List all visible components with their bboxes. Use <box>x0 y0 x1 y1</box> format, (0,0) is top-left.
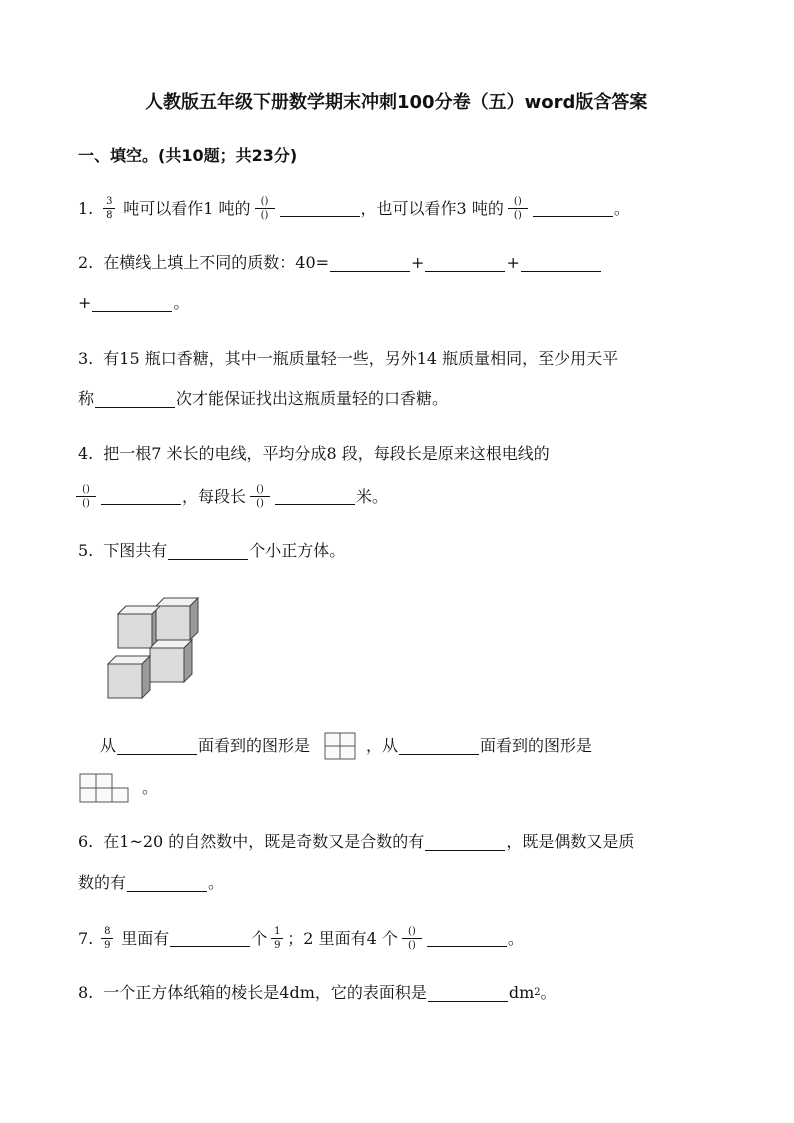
q2-answer-blank-1[interactable] <box>330 255 410 272</box>
q1-blank-fraction-1-denominator: () <box>260 210 269 221</box>
q4-blank-fraction-1-denominator: () <box>82 498 90 509</box>
q7-text-3: ；2 里面有4 个 <box>287 928 398 948</box>
q7-fraction-1 <box>101 926 113 951</box>
section-heading: 一、填空。(共10题；共23分) <box>78 146 298 165</box>
q7-blank-fraction[interactable] <box>402 926 422 951</box>
question-5-views <box>100 732 592 760</box>
question-2-cont <box>78 292 189 314</box>
question-3-cont <box>78 388 448 410</box>
view-l-shape-grid <box>78 772 130 804</box>
question-4 <box>78 443 550 465</box>
q4-blank-fraction-2-denominator: () <box>256 498 264 509</box>
q3-answer-blank[interactable] <box>95 391 175 408</box>
q5-text-1: 下图共有 <box>103 541 168 560</box>
q3-number: 3. <box>78 349 94 368</box>
q1-text-2: ，也可以看作3 吨的 <box>360 198 504 218</box>
q1-text-3: 。 <box>613 198 630 218</box>
q5-answer-blank-2[interactable] <box>117 738 197 755</box>
q4-blank-fraction-2[interactable] <box>250 484 270 509</box>
question-5-views-cont <box>78 772 158 804</box>
q3-text-3: 次才能保证找出这瓶质量轻的口香糖。 <box>176 389 449 408</box>
q1-fraction-denominator: 8 <box>106 210 113 221</box>
q2-plus-1: + <box>411 253 425 272</box>
q1-answer-blank-1[interactable] <box>280 200 360 217</box>
q4-number: 4. <box>78 444 94 463</box>
q4-blank-fraction-1-numerator: () <box>82 484 90 495</box>
q2-end: 。 <box>173 293 190 312</box>
q7-fraction-2-numerator: 1 <box>274 926 281 937</box>
page-title: 人教版五年级下册数学期末冲刺100分卷（五）word版含答案 <box>145 92 648 113</box>
q8-number: 8. <box>78 983 94 1002</box>
q6-text-1: 在1~20 的自然数中，既是奇数又是合数的有 <box>103 832 425 851</box>
q1-blank-fraction-2[interactable] <box>508 196 528 221</box>
q5-from-1: 从 <box>100 736 117 755</box>
q6-answer-blank-1[interactable] <box>425 834 505 851</box>
q7-blank-fraction-denominator: () <box>407 940 416 951</box>
q4-blank-fraction-1[interactable] <box>76 484 96 509</box>
question-6 <box>78 831 634 853</box>
q5-answer-blank-3[interactable] <box>399 738 479 755</box>
q2-text: 在横线上填上不同的质数：40= <box>103 253 330 272</box>
q4-answer-blank-2[interactable] <box>275 488 355 505</box>
q4-answer-blank-1[interactable] <box>101 488 181 505</box>
q8-answer-blank[interactable] <box>428 985 508 1002</box>
question-8 <box>78 982 557 1004</box>
q5-see-1: 面看到的图形是 <box>198 736 311 755</box>
cube-figure <box>100 592 220 704</box>
q7-fraction-1-denominator: 9 <box>104 940 111 951</box>
q2-plus-3: + <box>78 293 92 312</box>
q7-fraction-2-denominator: 9 <box>274 940 281 951</box>
q5-text-2: 个小正方体。 <box>249 541 346 560</box>
q2-number: 2. <box>78 253 94 272</box>
question-2 <box>78 252 602 274</box>
q6-text-2: ，既是偶数又是质 <box>506 832 635 851</box>
q5-number: 5. <box>78 541 94 560</box>
q1-text-1: 吨可以看作1 吨的 <box>123 198 251 218</box>
q2-plus-2: + <box>506 253 520 272</box>
q1-blank-fraction-2-denominator: () <box>513 210 522 221</box>
question-6-cont <box>78 872 224 894</box>
view-2x2-grid <box>324 732 356 760</box>
q2-answer-blank-4[interactable] <box>92 295 172 312</box>
q7-answer-blank-1[interactable] <box>170 930 250 947</box>
q1-blank-fraction-1[interactable] <box>255 196 275 221</box>
question-3 <box>78 348 618 370</box>
q2-answer-blank-2[interactable] <box>425 255 505 272</box>
q7-fraction-2 <box>271 926 283 951</box>
q1-answer-blank-2[interactable] <box>533 200 613 217</box>
q6-text-3: 数的有 <box>78 873 127 892</box>
q5-see-2: 面看到的图形是 <box>480 736 593 755</box>
q6-number: 6. <box>78 832 94 851</box>
q7-fraction-1-numerator: 8 <box>104 926 111 937</box>
q8-unit-exponent: 2 <box>534 987 541 998</box>
q7-answer-blank-2[interactable] <box>427 930 507 947</box>
question-4-cont <box>72 484 388 509</box>
q4-text-2: ，每段长 <box>182 486 247 506</box>
q6-text-4: 。 <box>208 873 225 892</box>
q7-number: 7. <box>78 928 94 948</box>
q6-answer-blank-2[interactable] <box>127 875 207 892</box>
q3-text-1: 有15 瓶口香糖，其中一瓶质量轻一些，另外14 瓶质量相同，至少用天平 <box>103 349 619 368</box>
question-1 <box>78 196 630 221</box>
q3-text-2: 称 <box>78 389 95 408</box>
q4-text-1: 把一根7 米长的电线，平均分成8 段，每段长是原来这根电线的 <box>103 444 550 463</box>
q1-number: 1. <box>78 198 94 218</box>
q5-comma-from: ，从 <box>366 736 399 755</box>
q7-text-2: 个 <box>251 928 268 948</box>
q7-blank-fraction-numerator: () <box>407 926 416 937</box>
q7-text-4: 。 <box>507 928 524 948</box>
q1-blank-fraction-2-numerator: () <box>513 196 522 207</box>
question-5 <box>78 540 345 562</box>
q8-text: 一个正方体纸箱的棱长是4dm，它的表面积是 <box>103 983 427 1002</box>
question-7 <box>78 926 524 951</box>
q4-blank-fraction-2-numerator: () <box>256 484 264 495</box>
q5-end: 。 <box>142 778 159 797</box>
q1-fraction <box>103 196 115 221</box>
q8-unit: dm <box>508 983 535 1002</box>
q8-end: 。 <box>540 983 557 1002</box>
q7-text-1: 里面有 <box>121 928 170 948</box>
q2-answer-blank-3[interactable] <box>521 255 601 272</box>
q1-fraction-numerator: 3 <box>106 196 113 207</box>
q4-text-3: 米。 <box>356 486 389 506</box>
q5-answer-blank-1[interactable] <box>168 543 248 560</box>
q1-blank-fraction-1-numerator: () <box>260 196 269 207</box>
